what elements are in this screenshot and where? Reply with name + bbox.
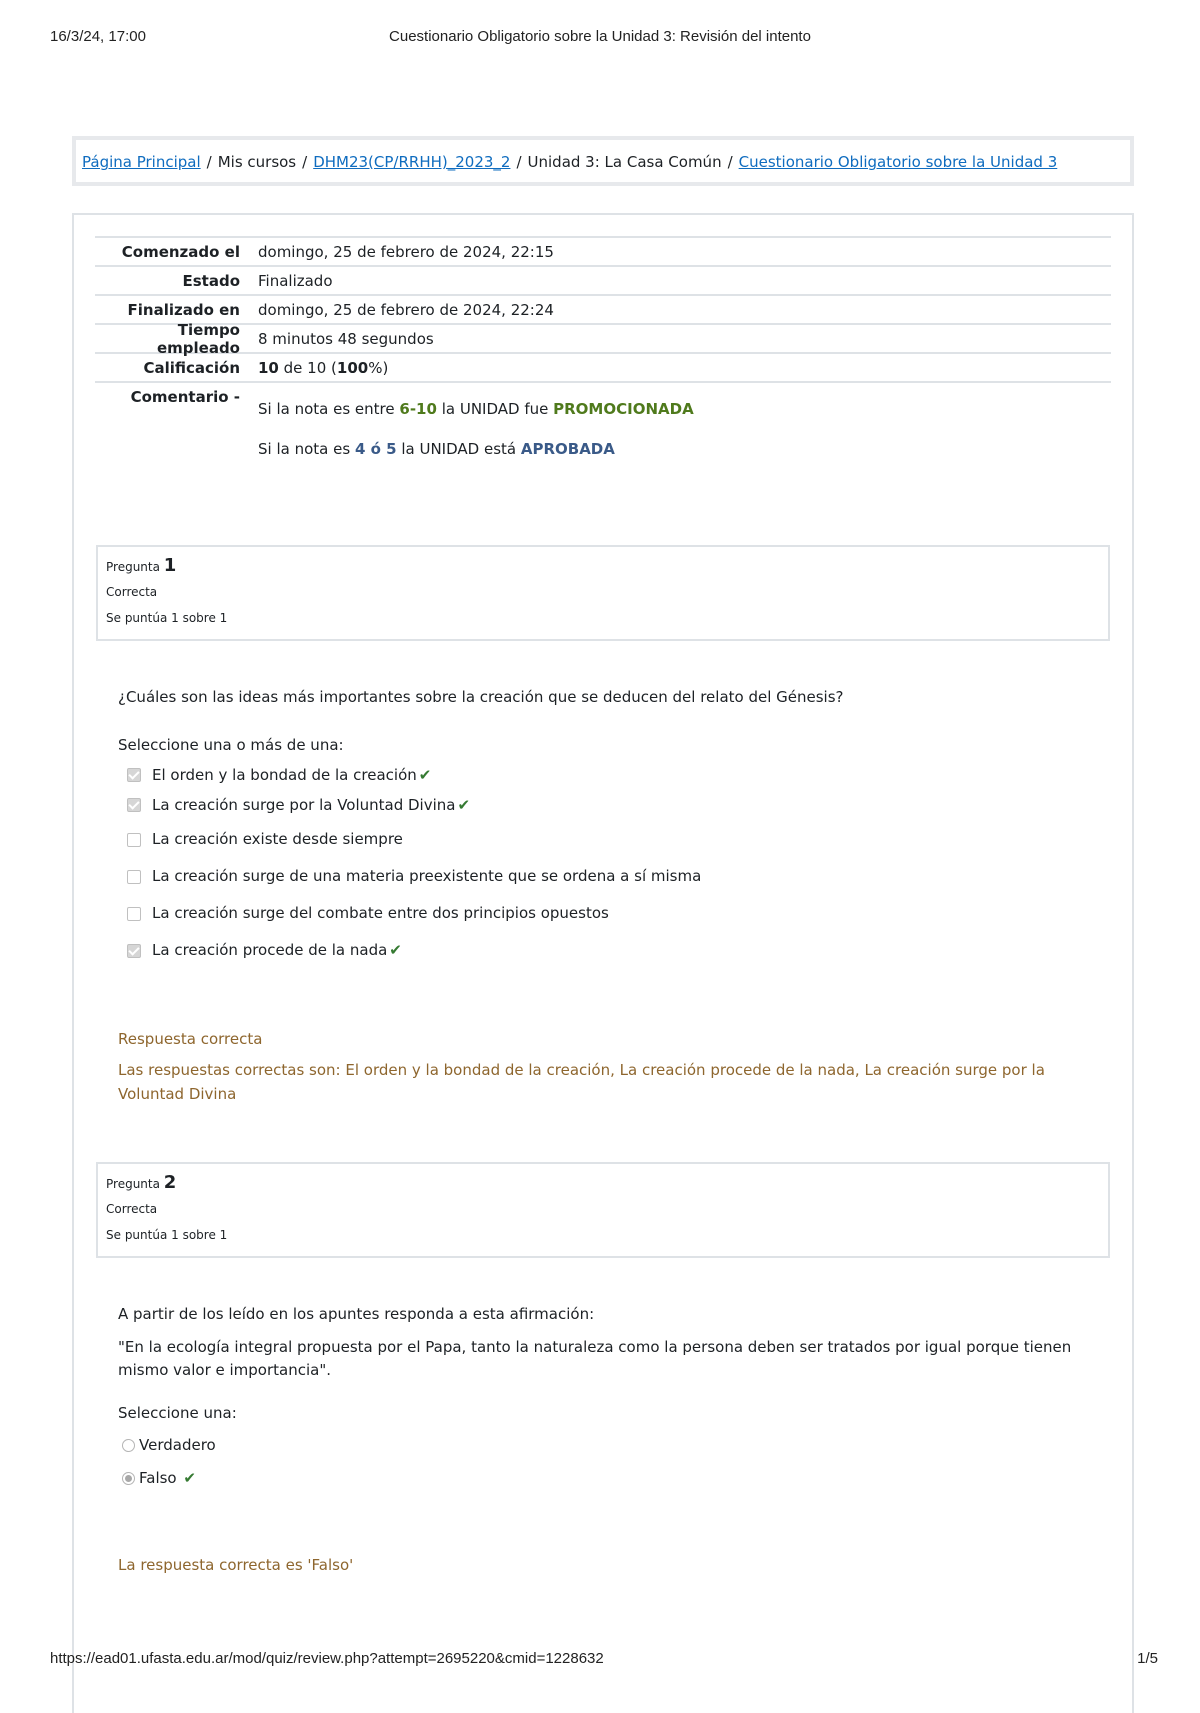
answer-prompt: Seleccione una o más de una: — [118, 736, 344, 754]
question-2-info — [96, 1162, 1110, 1258]
print-page-number: 1/5 — [1137, 1650, 1158, 1667]
print-title: Cuestionario Obligatorio sobre la Unidad 3: Revisión del intento — [389, 28, 811, 45]
answer-option[interactable]: La creación surge de una materia preexistente que se ordena a sí misma — [118, 858, 1093, 895]
summary-row-finished: Finalizado en domingo, 25 de febrero de 2024, 22:24 — [95, 294, 1111, 323]
checkmark-icon: ✔ — [183, 1468, 196, 1487]
question-text: ¿Cuáles son las ideas más importantes sobre la creación que se deducen del relato del Génesis? — [118, 688, 844, 706]
checkmark-icon: ✔ — [389, 941, 402, 959]
summary-row-grade: Calificación 10 de 10 (100%) — [95, 352, 1111, 381]
summary-row-started: Comenzado el domingo, 25 de febrero de 2024, 22:15 — [95, 236, 1111, 265]
breadcrumb-separator: / — [302, 153, 308, 171]
answer-option[interactable]: La creación procede de la nada ✔ — [118, 932, 1093, 969]
question-text: A partir de los leído en los apuntes responda a esta afirmación: — [118, 1305, 595, 1323]
breadcrumb-home-link[interactable]: Página Principal — [82, 153, 201, 171]
breadcrumb-quiz-link[interactable]: Cuestionario Obligatorio sobre la Unidad 3 — [738, 153, 1058, 171]
checkbox[interactable] — [127, 944, 141, 958]
question-number: Pregunta 1 — [106, 555, 177, 576]
comment-text: Si la nota es entre 6-10 la UNIDAD fue PROMOCIONADA Si la nota es 4 ó 5 la UNIDAD está APROBADA — [258, 400, 694, 458]
question-number: Pregunta 2 — [106, 1172, 177, 1193]
question-1-content — [118, 686, 1093, 969]
breadcrumb-separator: / — [516, 153, 522, 171]
breadcrumb-unit: Unidad 3: La Casa Común — [527, 153, 722, 171]
checkbox[interactable] — [127, 870, 141, 884]
feedback-title: Respuesta correcta — [118, 1030, 263, 1048]
print-url: https://ead01.ufasta.edu.ar/mod/quiz/review.php?attempt=2695220&cmid=1228632 — [50, 1650, 604, 1667]
question-1-info — [96, 545, 1110, 641]
question-2-content — [118, 1303, 1093, 1495]
question-state: Correcta — [106, 585, 158, 599]
summary-row-comment: Comentario - Si la nota es entre 6-10 la UNIDAD fue PROMOCIONADA Si la nota es 4 ó 5 la UNIDAD está APROBADA — [95, 381, 1111, 480]
radio-button[interactable] — [122, 1472, 135, 1485]
checkbox[interactable] — [127, 798, 141, 812]
radio-button[interactable] — [122, 1439, 135, 1452]
checkmark-icon: ✔ — [457, 795, 471, 814]
answer-option[interactable]: La creación existe desde siempre — [118, 821, 1093, 858]
answer-option[interactable]: La creación surge por la Voluntad Divina ✔ — [118, 789, 1093, 821]
summary-row-state: Estado Finalizado — [95, 265, 1111, 294]
grade-value: 10 de 10 (100%) — [258, 358, 389, 377]
question-state: Correcta — [106, 1202, 158, 1216]
breadcrumb-separator: / — [206, 153, 212, 171]
feedback-right-answer: La respuesta correcta es 'Falso' — [118, 1556, 354, 1574]
answer-option[interactable]: Falso ✔ — [118, 1461, 1093, 1495]
answer-option[interactable]: Verdadero — [118, 1429, 1093, 1461]
question-quote: "En la ecología integral propuesta por el Papa, tanto la naturaleza como la persona deben ser tratados por igual porque tienen mismo valor e importancia". — [118, 1338, 1072, 1379]
breadcrumb-course-link[interactable]: DHM23(CP/RRHH)_2023_2 — [313, 153, 511, 171]
checkbox[interactable] — [127, 768, 141, 782]
breadcrumb-separator: / — [727, 153, 733, 171]
feedback-right-answer: Las respuestas correctas son: El orden y la bondad de la creación, La creación procede de la nada, La creación surge por la Voluntad Divina — [118, 1061, 1045, 1103]
answer-option[interactable]: El orden y la bondad de la creación ✔ — [118, 761, 1093, 789]
print-date: 16/3/24, 17:00 — [50, 28, 146, 45]
question-grade: Se puntúa 1 sobre 1 — [106, 611, 228, 625]
question-grade: Se puntúa 1 sobre 1 — [106, 1228, 228, 1242]
question-1-feedback — [118, 1027, 1093, 1106]
answer-option[interactable]: La creación surge del combate entre dos principios opuestos — [118, 895, 1093, 932]
attempt-summary-table — [95, 236, 1111, 480]
breadcrumb-my-courses: Mis cursos — [217, 153, 297, 171]
answer-prompt: Seleccione una: — [118, 1404, 237, 1422]
question-2-feedback — [118, 1553, 1093, 1577]
breadcrumb — [72, 136, 1134, 186]
summary-row-time: Tiempo empleado 8 minutos 48 segundos — [95, 323, 1111, 352]
checkbox[interactable] — [127, 907, 141, 921]
checkbox[interactable] — [127, 833, 141, 847]
checkmark-icon: ✔ — [418, 765, 432, 784]
